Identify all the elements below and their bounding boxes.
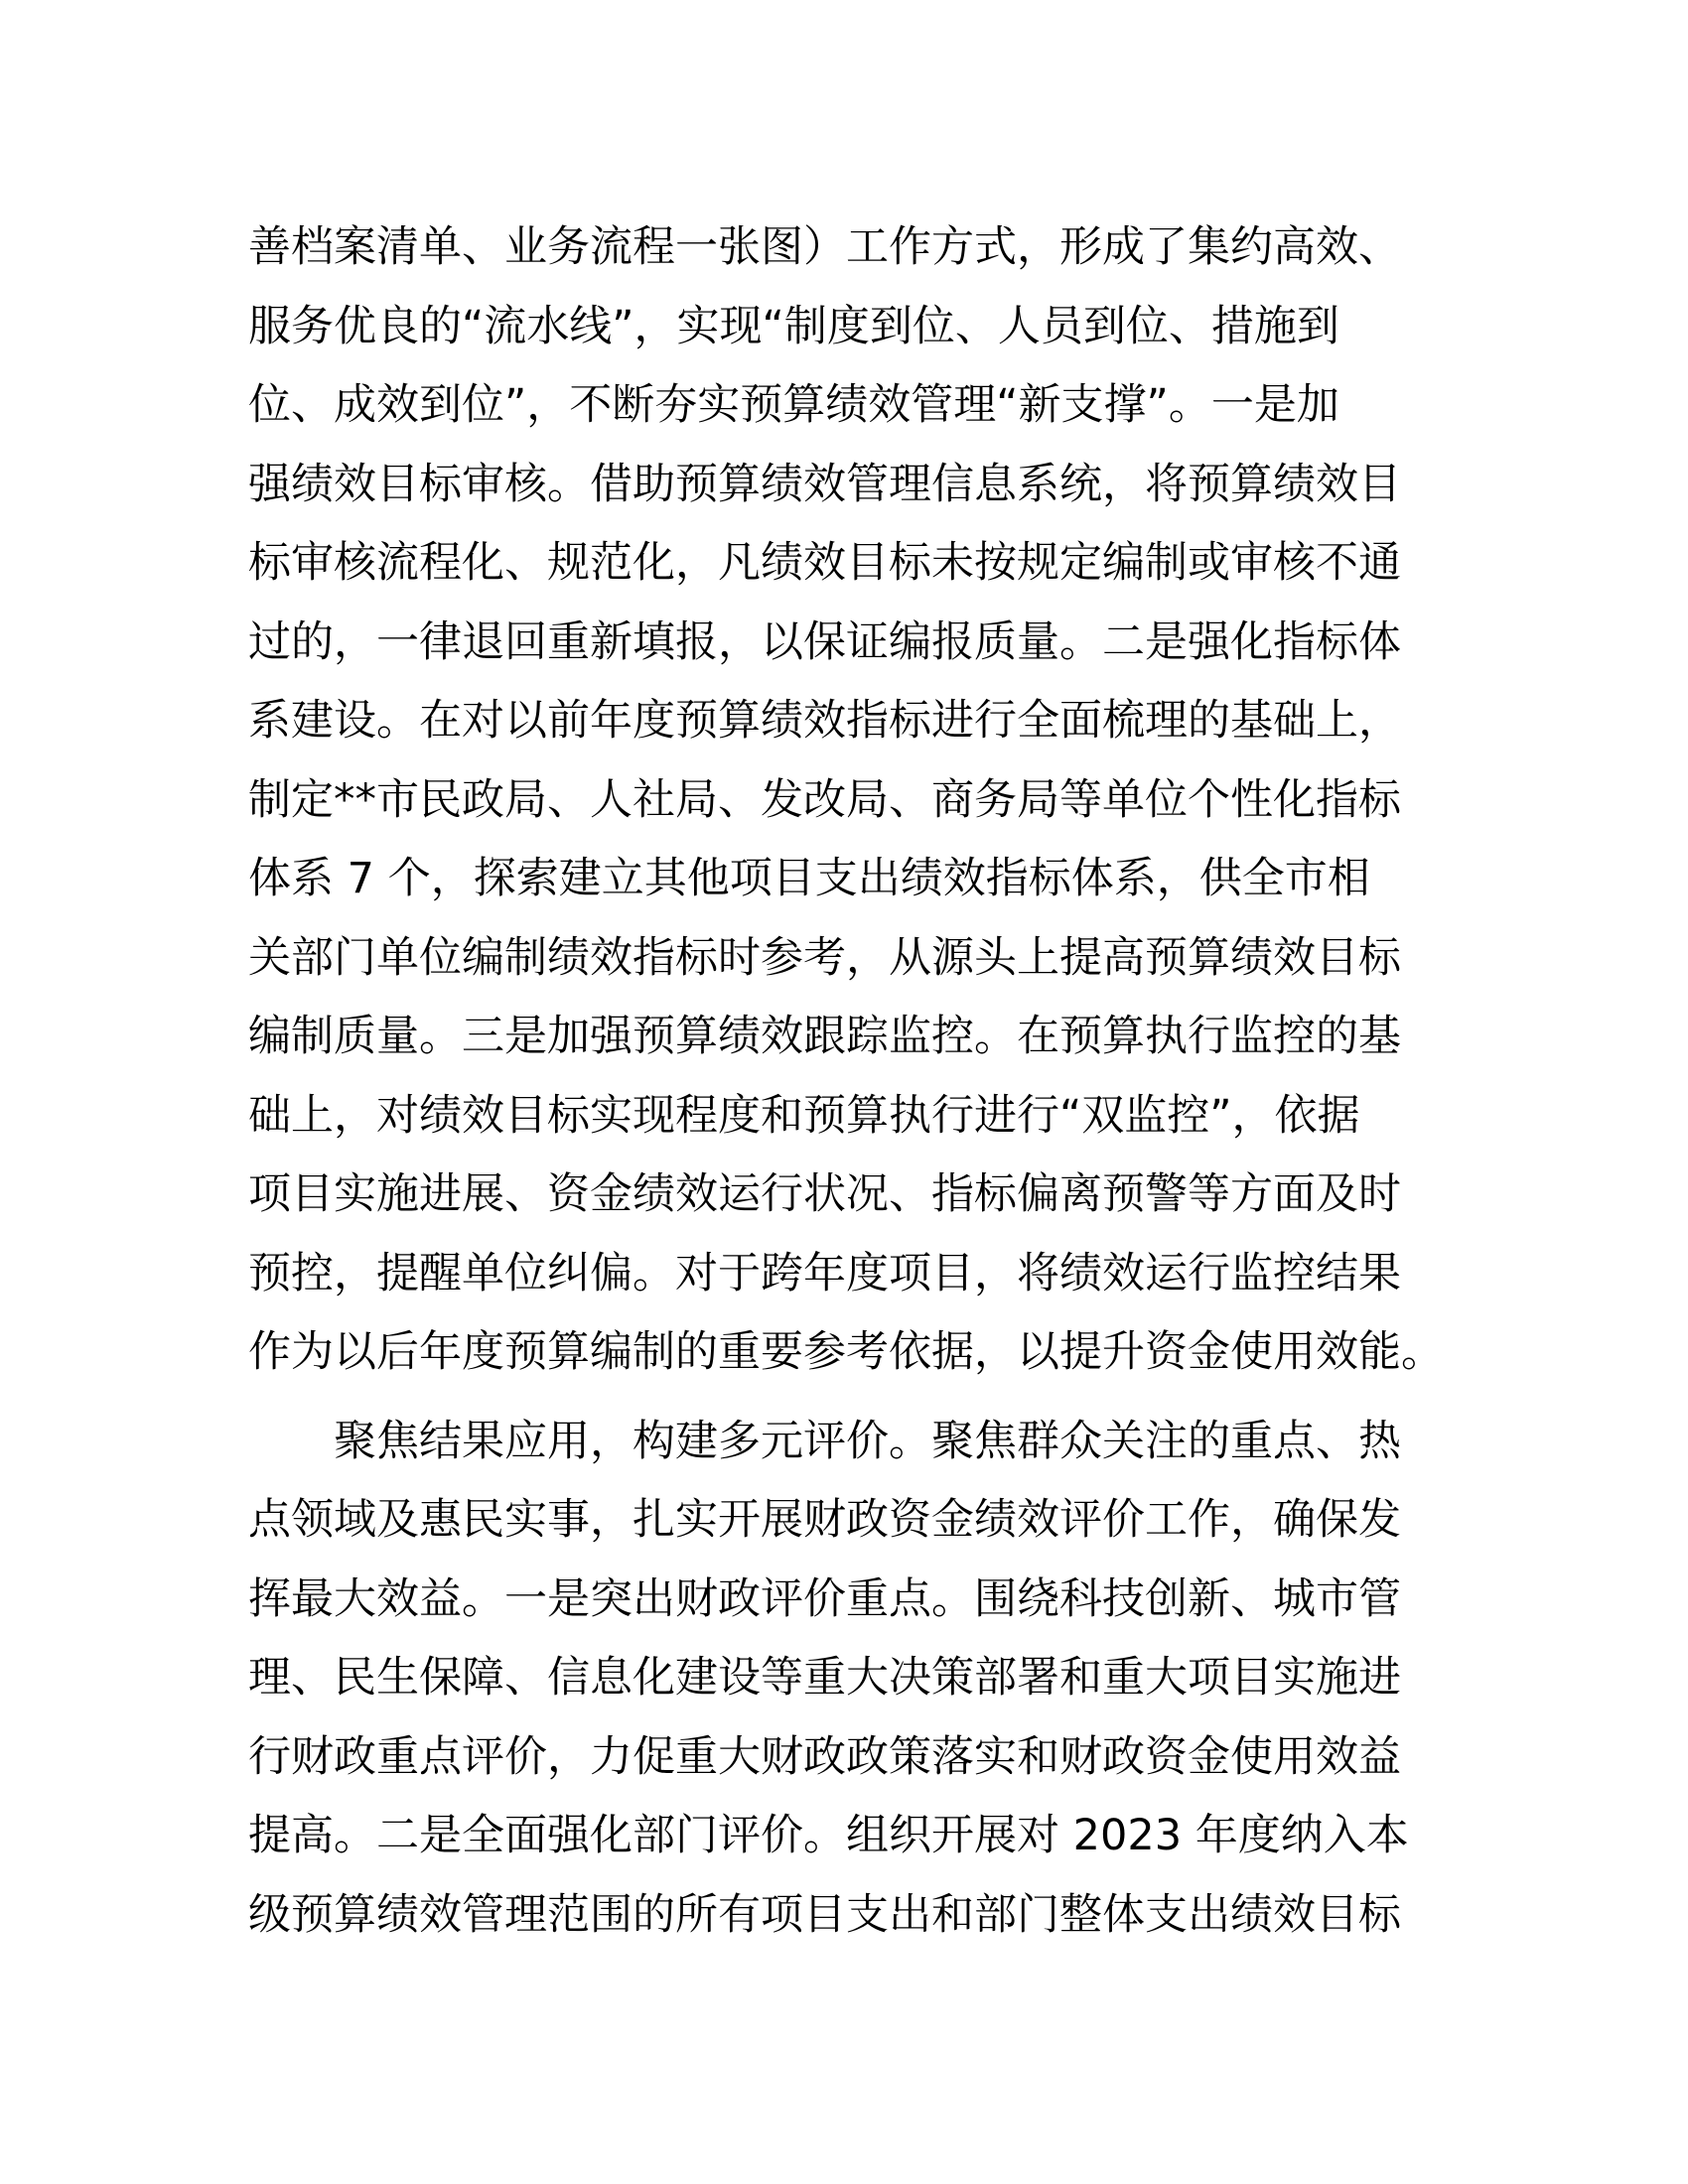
text-line: 础上，对绩效目标实现程度和预算执行进行“双监控”，依据 — [248, 1090, 1360, 1141]
paragraph — [248, 1403, 1460, 1956]
text-line: 级预算绩效管理范围的所有项目支出和部门整体支出绩效目标 — [248, 1889, 1401, 1940]
text-line: 过的，一律退回重新填报，以保证编报质量。二是强化指标体 — [248, 616, 1401, 667]
paragraph — [248, 208, 1460, 1393]
text-line: 作为以后年度预算编制的重要参考依据，以提升资金使用效能。 — [248, 1327, 1444, 1377]
text-line: 行财政重点评价，力促重大财政政策落实和财政资金使用效益 — [248, 1731, 1401, 1782]
text-line: 强绩效目标审核。借助预算绩效管理信息系统，将预算绩效目 — [248, 459, 1401, 509]
text-line: 位、成效到位”，不断夯实预算绩效管理“新支撑”。一是加 — [248, 380, 1339, 430]
text-line: 善档案清单、业务流程一张图）工作方式，形成了集约高效、 — [248, 222, 1401, 272]
text-line: 提高。二是全面强化部门评价。组织开展对 2023 年度纳入本 — [248, 1811, 1409, 1860]
text-line: 项目实施进展、资金绩效运行状况、指标偏离预警等方面及时 — [248, 1169, 1401, 1219]
text-line: 聚焦结果应用，构建多元评价。聚焦群众关注的重点、热 — [248, 1416, 1401, 1466]
text-line: 关部门单位编制绩效指标时参考，从源头上提高预算绩效目标 — [248, 932, 1401, 983]
text-line: 系建设。在对以前年度预算绩效指标进行全面梳理的基础上， — [248, 696, 1401, 746]
text-line: 挥最大效益。一是突出财政评价重点。围绕科技创新、城市管 — [248, 1573, 1401, 1624]
text-line: 制定**市民政局、人社局、发改局、商务局等单位个性化指标 — [248, 774, 1401, 825]
text-line: 预控，提醒单位纠偏。对于跨年度项目，将绩效运行监控结果 — [248, 1248, 1401, 1298]
text-line: 标审核流程化、规范化，凡绩效目标未按规定编制或审核不通 — [248, 538, 1401, 588]
text-line: 点领域及惠民实事，扎实开展财政资金绩效评价工作，确保发 — [248, 1495, 1401, 1545]
text-line: 服务优良的“流水线”，实现“制度到位、人员到位、措施到 — [248, 301, 1339, 351]
text-line: 体系 7 个，探索建立其他项目支出绩效指标体系，供全市相 — [248, 854, 1370, 903]
body-text — [248, 208, 1460, 1955]
text-line: 编制质量。三是加强预算绩效跟踪监控。在预算执行监控的基 — [248, 1012, 1401, 1061]
text-line: 理、民生保障、信息化建设等重大决策部署和重大项目实施进 — [248, 1653, 1401, 1703]
paragraph-spacer — [248, 1393, 1460, 1403]
